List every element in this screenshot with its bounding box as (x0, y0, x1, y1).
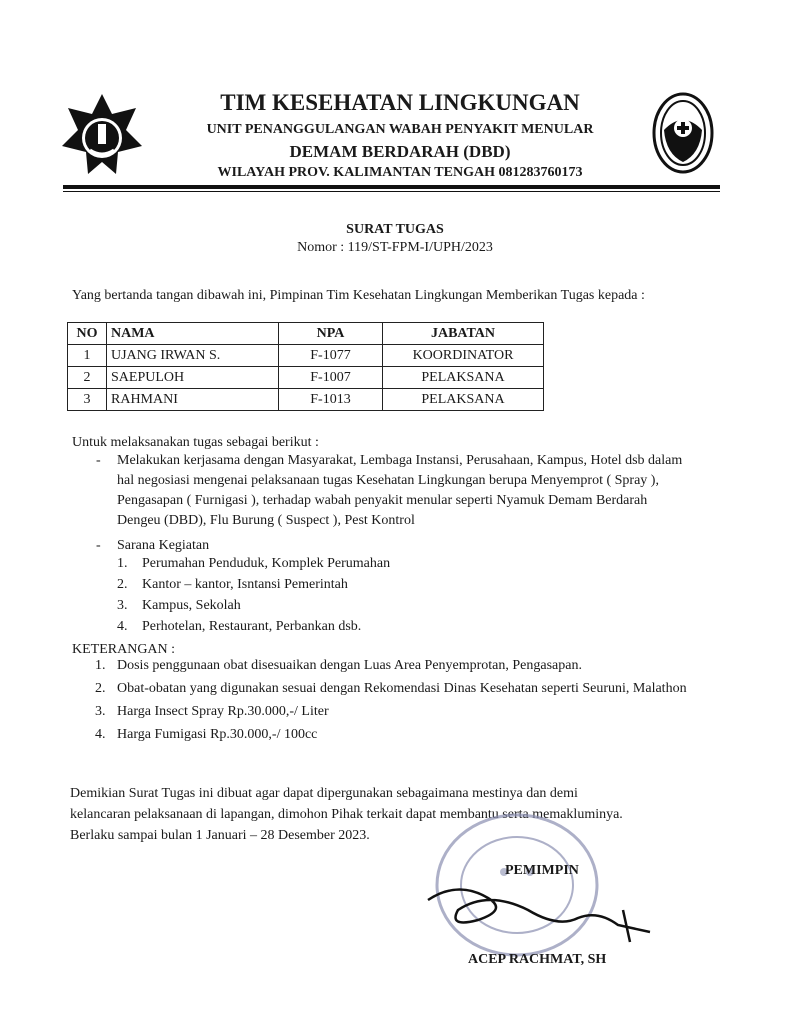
task-bullet-2 (96, 536, 496, 556)
right-emblem-logo (652, 92, 714, 174)
signatory-name: ACEP RACHMAT, SH (468, 952, 607, 967)
task-bullet-2-text: Sarana Kegiatan (117, 538, 210, 553)
left-emblem-logo (60, 92, 144, 176)
keterangan-label: KETERANGAN : (72, 642, 176, 657)
column-header-jabatan: JABATAN (383, 323, 544, 345)
cell-npa: F-1007 (279, 367, 383, 389)
header-divider-thin (63, 191, 720, 192)
table-row (68, 389, 544, 411)
dash-marker: - (96, 453, 101, 468)
list-item (95, 702, 705, 723)
table-header-row (68, 323, 544, 345)
header-divider (63, 185, 720, 189)
cell-npa: F-1013 (279, 389, 383, 411)
task-bullet-1-text: Melakukan kerjasama dengan Masyarakat, Lembaga Instansi, Perusahaan, Kampus, Hotel dsb dalam hal negosiasi mengenai pelaksanaan tugas Kesehatan Lingkungan berupa Menyemprot ( Spray ), Pengasapan ( Furnigasi ), terhadap wabah penyakit menular seperti Nyamuk Demam Berdarah Dengeu (DBD), Flu Burung ( Suspect ), Pest Kontrol (117, 453, 683, 528)
table-row (68, 345, 544, 367)
task-bullet-1 (96, 451, 696, 531)
list-item (117, 596, 567, 617)
list-item-text: Kantor – kantor, Isntansi Pemerintah (142, 577, 348, 592)
organization-title: TIM KESEHATAN LINGKUNGAN (220, 90, 580, 115)
column-header-nama: NAMA (107, 323, 279, 345)
list-number: 2. (95, 681, 106, 696)
list-item-text: Harga Insect Spray Rp.30.000,-/ Liter (117, 704, 329, 719)
assignee-table (67, 322, 544, 411)
list-number: 4. (117, 619, 128, 634)
list-item (95, 656, 705, 677)
list-item-text: Perumahan Penduduk, Komplek Perumahan (142, 556, 391, 571)
column-header-no: NO (68, 323, 107, 345)
letter-intro: Yang bertanda tangan dibawah ini, Pimpinan Tim Kesehatan Lingkungan Memberikan Tugas kepada : (72, 288, 645, 303)
organization-unit: UNIT PENANGGULANGAN WABAH PENYAKIT MENULAR (206, 122, 594, 137)
cell-nama: RAHMANI (107, 389, 279, 411)
table-row (68, 367, 544, 389)
list-number: 3. (95, 704, 106, 719)
closing-line-3: Berlaku sampai bulan 1 Januari – 28 Desember 2023. (70, 828, 370, 843)
cell-no: 1 (68, 345, 107, 367)
cell-no: 3 (68, 389, 107, 411)
list-item-text: Harga Fumigasi Rp.30.000,-/ 100cc (117, 727, 318, 742)
list-number: 4. (95, 727, 106, 742)
list-number: 1. (95, 658, 106, 673)
cell-npa: F-1077 (279, 345, 383, 367)
closing-line-1: Demikian Surat Tugas ini dibuat agar dapat dipergunakan sebagaimana mestinya dan demi (70, 786, 578, 801)
cell-jabatan: KOORDINATOR (383, 345, 544, 367)
handwritten-signature (418, 880, 658, 950)
list-item-text: Kampus, Sekolah (142, 598, 241, 613)
cell-nama: UJANG IRWAN S. (107, 345, 279, 367)
signatory-role: PEMIMPIN (505, 863, 579, 878)
list-number: 1. (117, 556, 128, 571)
sarana-list (117, 554, 567, 638)
closing-line-2: kelancaran pelaksanaan di lapangan, dimohon Pihak terkait dapat membantu serta memakluminya. (70, 807, 623, 822)
organization-region-phone: WILAYAH PROV. KALIMANTAN TENGAH 081283760173 (217, 165, 583, 180)
cell-jabatan: PELAKSANA (383, 367, 544, 389)
organization-program: DEMAM BERDARAH (DBD) (289, 142, 511, 161)
dash-marker: - (96, 538, 101, 553)
letter-heading: SURAT TUGAS (346, 222, 444, 237)
list-number: 2. (117, 577, 128, 592)
cell-no: 2 (68, 367, 107, 389)
list-item (95, 679, 705, 700)
list-item-text: Dosis penggunaan obat disesuaikan dengan Luas Area Penyemprotan, Pengasapan. (117, 658, 582, 673)
keterangan-list (95, 656, 705, 746)
list-item (117, 617, 567, 638)
list-item-text: Perhotelan, Restaurant, Perbankan dsb. (142, 619, 362, 634)
letter-number: Nomor : 119/ST-FPM-I/UPH/2023 (297, 240, 493, 255)
tasks-intro: Untuk melaksanakan tugas sebagai berikut : (72, 435, 319, 450)
cell-nama: SAEPULOH (107, 367, 279, 389)
cell-jabatan: PELAKSANA (383, 389, 544, 411)
list-item (95, 725, 705, 746)
column-header-npa: NPA (279, 323, 383, 345)
list-item (117, 575, 567, 596)
list-item-text: Obat-obatan yang digunakan sesuai dengan Rekomendasi Dinas Kesehatan seperti Seuruni, Malathon (117, 681, 687, 696)
list-number: 3. (117, 598, 128, 613)
list-item (117, 554, 567, 575)
